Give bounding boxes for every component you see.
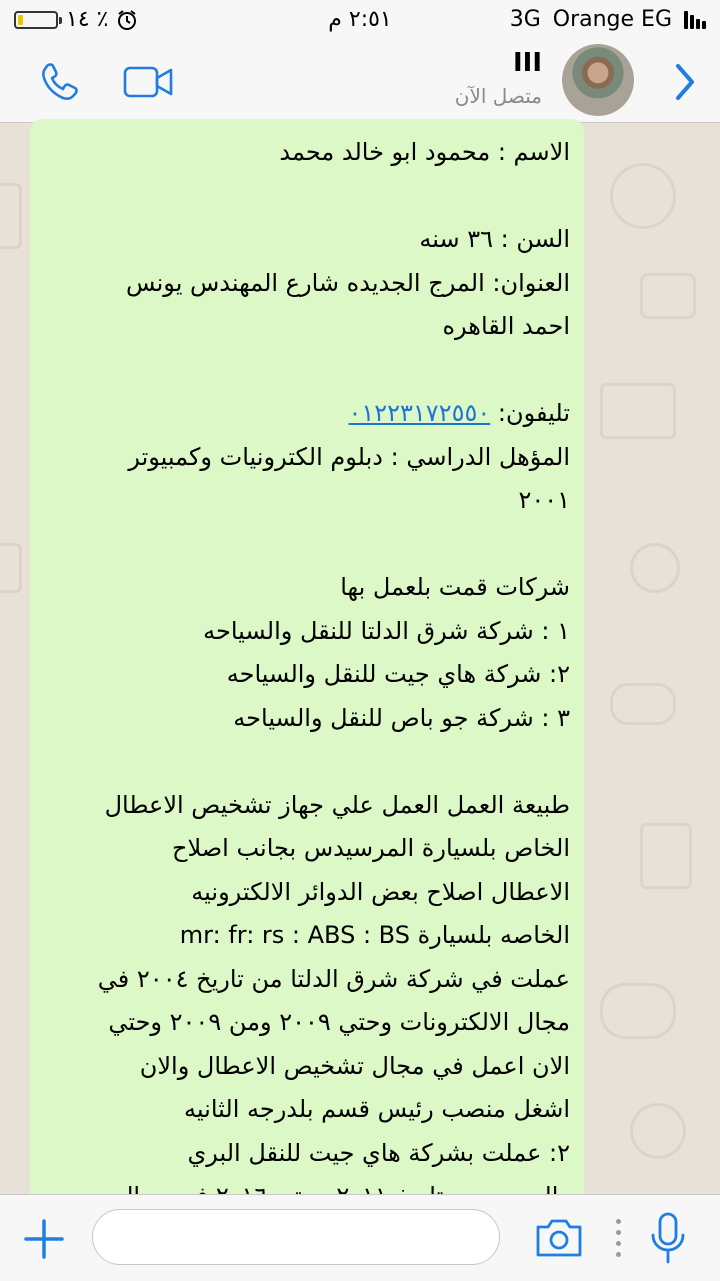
chevron-right-icon — [670, 60, 700, 104]
signal-icon — [684, 11, 706, 29]
chat-header — [0, 40, 720, 123]
message-line: ٢٠٠١ — [518, 486, 570, 514]
phone-number-link[interactable]: ٠١٢٢٣١٧٢٥٥٠ — [348, 399, 491, 427]
camera-button[interactable] — [534, 1215, 584, 1259]
message-line: ٢: شركة هاي جيت للنقل والسياحه — [226, 660, 570, 688]
message-line: المؤهل الدراسي : دبلوم الكترونيات وكمبيوتر — [128, 442, 570, 471]
message-line: احمد القاهره — [442, 312, 570, 340]
contact-name[interactable]: III — [512, 48, 542, 78]
separator-dots — [614, 1219, 622, 1257]
message-line: الان اعمل في مجال تشخيص الاعطال والان — [139, 1051, 570, 1080]
input-bar — [0, 1194, 720, 1281]
message-line — [48, 740, 570, 784]
carrier-name: Orange EG — [552, 7, 672, 32]
message-line: مجال الالكترونات وحتي ٢٠٠٩ ومن ٢٠٠٩ وحتي — [108, 1008, 570, 1036]
message-line: اشغل منصب رئيس قسم بلدرجه الثانيه — [184, 1095, 570, 1123]
battery-percent: ١٤ ٪ — [66, 7, 109, 32]
message-line: عملت في شركة شرق الدلتا من تاريخ ٢٠٠٤ في — [97, 964, 570, 993]
phone-icon — [37, 60, 81, 104]
wallpaper-doodle — [630, 1103, 686, 1159]
message-input[interactable] — [92, 1209, 500, 1265]
back-button[interactable] — [660, 60, 710, 104]
message-line — [48, 349, 570, 393]
message-line: الاعطال اصلاح بعض الدوائر الالكترونيه — [191, 877, 570, 906]
message-line: الاسم : محمود ابو خالد محمد — [279, 138, 570, 166]
message-line: السن : ٣٦ سنه — [419, 225, 570, 253]
wallpaper-doodle — [610, 683, 676, 725]
avatar[interactable] — [562, 44, 634, 116]
message-line — [48, 175, 570, 219]
message-line: العنوان: المرج الجديده شارع المهندس يونس — [126, 268, 570, 297]
microphone-button[interactable] — [648, 1211, 688, 1265]
wallpaper-doodle — [630, 543, 680, 593]
status-bar — [0, 0, 720, 40]
message-line: ١ : شركة شرق الدلتا للنقل والسياحه — [203, 616, 570, 645]
message-line: ٣ : شركة جو باص للنقل والسياحه — [233, 703, 570, 732]
wallpaper-doodle — [0, 183, 22, 249]
wallpaper-doodle — [640, 273, 696, 319]
call-button[interactable] — [34, 60, 84, 104]
contact-status: متصل الآن — [454, 84, 542, 108]
wallpaper-doodle — [0, 543, 22, 593]
wallpaper-doodle — [600, 983, 676, 1039]
message-line — [48, 523, 570, 567]
phone-label: تليفون: — [490, 399, 570, 427]
chat-area[interactable] — [0, 123, 720, 1194]
wallpaper-doodle — [640, 823, 692, 889]
status-right — [510, 7, 706, 32]
status-time: ٢:٥١ م — [328, 7, 392, 32]
video-call-button[interactable] — [124, 60, 174, 104]
message-line: شركات قمت بلعمل بها — [340, 573, 570, 601]
message-line: ٢: عملت بشركة هاي جيت للنقل البري — [187, 1138, 570, 1167]
wallpaper-doodle — [610, 163, 676, 229]
message-line: الخاص بلسيارة المرسيدس بجانب اصلاح — [171, 834, 570, 862]
message-text[interactable] — [48, 131, 570, 1219]
add-attachment-button[interactable] — [20, 1215, 68, 1263]
wallpaper-doodle — [600, 383, 676, 439]
video-camera-icon — [123, 64, 175, 100]
network-type: 3G — [509, 7, 541, 32]
phone-line — [48, 392, 570, 436]
message-line: الخاصه بلسيارة mr: fr: rs : ABS : BS — [179, 921, 570, 949]
message-line: طبيعة العمل العمل علي جهاز تشخيص الاعطال — [104, 790, 570, 819]
